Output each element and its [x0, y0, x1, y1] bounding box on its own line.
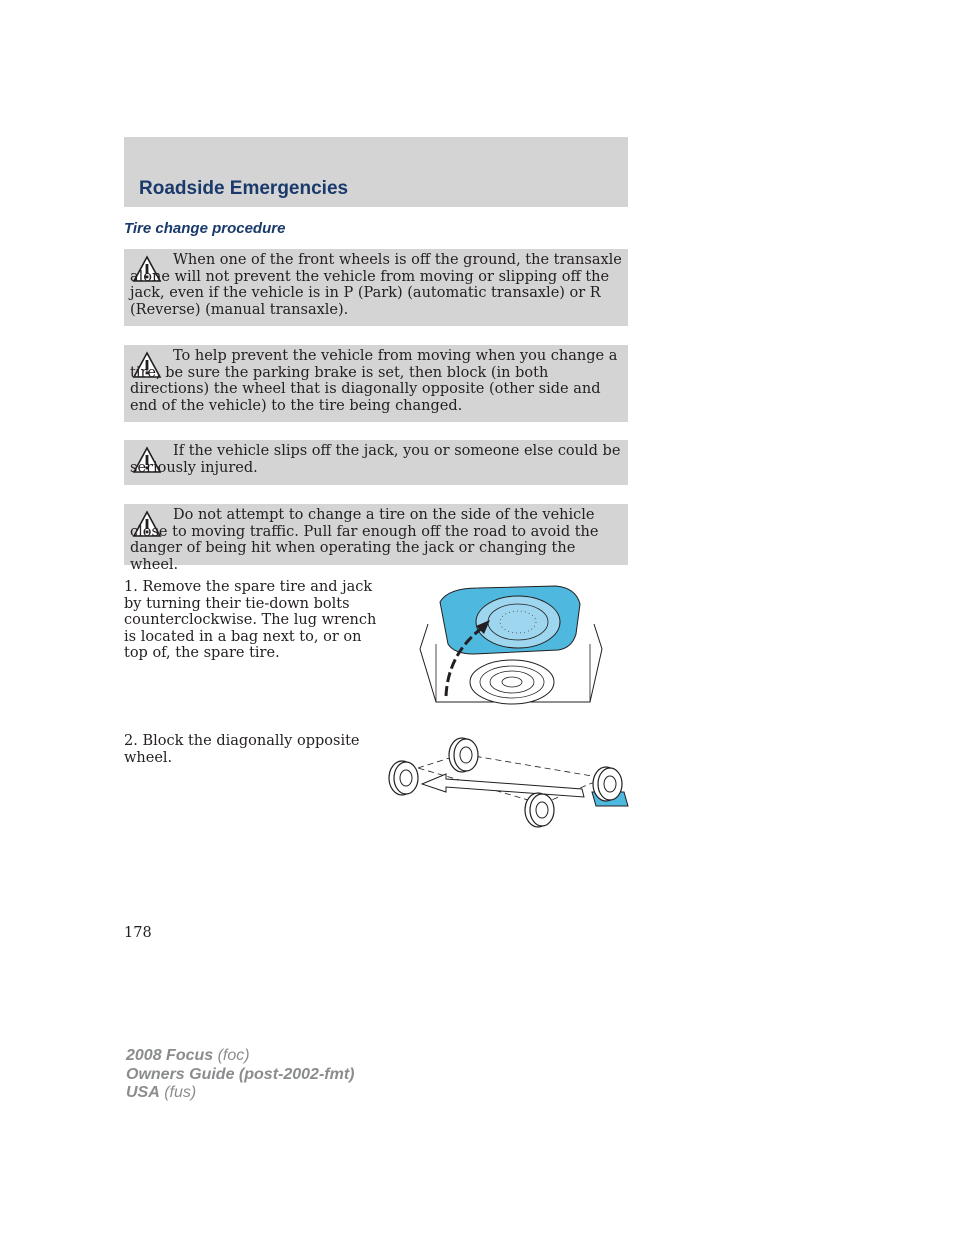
step-2-text: 2. Block the diagonally opposite wheel. — [124, 733, 360, 766]
warning-text: When one of the front wheels is off the ground, the transaxle alone will not prevent the vehicle from moving or slipping off the jack, even if the vehicle is in P (Park) (automatic transaxle) or R (Reverse) (manual transaxle). — [130, 252, 622, 318]
page-number: 178 — [124, 925, 152, 941]
warning-box — [124, 504, 628, 573]
step-1-text: 1. Remove the spare tire and jack by turning their tie-down bolts counterclockwise. The lug wrench is located in a bag next to, or on top of, the spare tire. — [124, 579, 377, 661]
footer-line-1 — [126, 1047, 354, 1066]
warning-box — [124, 440, 628, 485]
footer-market: USA — [126, 1084, 160, 1101]
warning-box — [124, 345, 628, 422]
subsection-title: Tire change procedure — [124, 220, 286, 237]
footer-model-code: (foc) — [213, 1047, 250, 1064]
section-title: Roadside Emergencies — [139, 178, 349, 199]
warning-text: If the vehicle slips off the jack, you or someone else could be seriously injured. — [130, 443, 621, 476]
document-footer — [126, 1047, 354, 1103]
warning-box — [124, 249, 628, 326]
warning-text: Do not attempt to change a tire on the side of the vehicle close to moving traffic. Pull far enough off the road to avoid the danger of being hit when operating the jack or changing the wheel. — [130, 507, 599, 573]
footer-model: 2008 Focus — [126, 1047, 214, 1064]
wheel-block-diagram-illustration — [384, 734, 630, 834]
warning-text: To help prevent the vehicle from moving when you change a tire, be sure the parking brake is set, then block (in both directions) the wheel that is diagonally opposite (other side and end of the vehicle) to the tire being changed. — [130, 348, 618, 414]
footer-line-2 — [126, 1066, 354, 1085]
footer-line-3 — [126, 1084, 354, 1103]
footer-market-code: (fus) — [159, 1084, 197, 1101]
footer-guide: Owners Guide (post-2002-fmt) — [126, 1065, 355, 1083]
spare-tire-compartment-illustration — [418, 584, 604, 710]
